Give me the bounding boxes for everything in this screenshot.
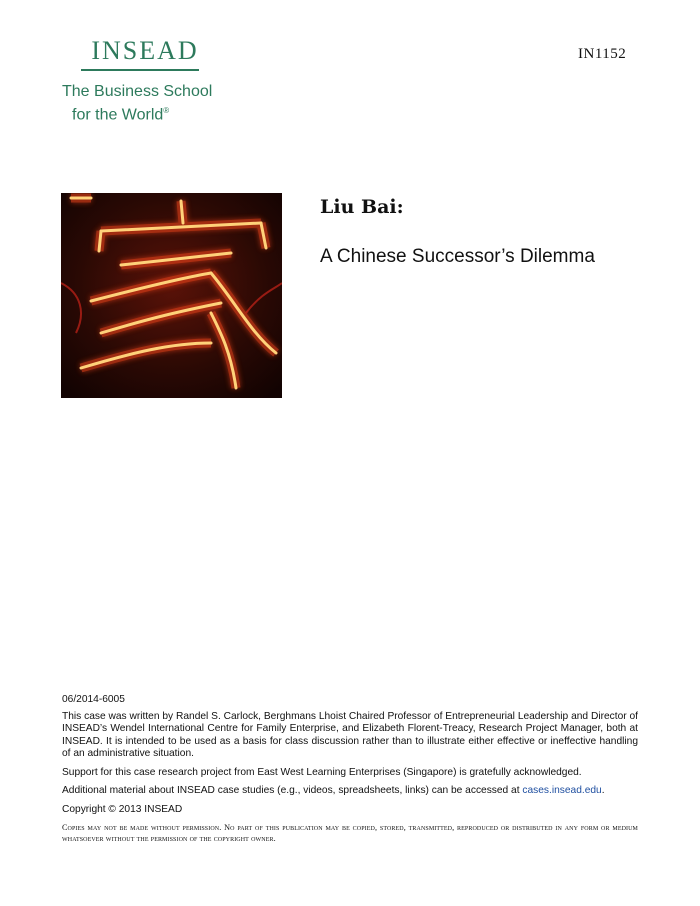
authorship-statement: This case was written by Randel S. Carlock, Berghmans Lhoist Chaired Professor of Entrepreneurial Leadership and Director of INSEAD’s Wendel International Centre for Family Enterprise, and Elizabeth Florent-Treacy, Research Project Manager, both at INSEAD. It is intended to be used as a basis for class discussion rather than to illustrate either effective or ineffective handling of an administrative situation. bbox=[62, 710, 638, 759]
support-acknowledgement: Support for this case research project from East West Learning Enterprises (Singapore) is gratefully acknowledged. bbox=[62, 766, 582, 778]
neon-image-svg bbox=[61, 193, 282, 398]
additional-material-note bbox=[62, 785, 638, 798]
additional-material-text: Additional material about INSEAD case studies (e.g., videos, spreadsheets, links) can be accessed at bbox=[62, 785, 520, 796]
case-subtitle: A Chinese Successor’s Dilemma bbox=[320, 246, 595, 267]
logo-tagline bbox=[62, 82, 222, 124]
copyright-notice: Copies may not be made without permission. No part of this publication may be copied, stored, transmitted, reproduced or distributed in any form or medium whatsoever without the permission of the copyright owner. bbox=[62, 823, 638, 843]
additional-material-suffix: . bbox=[601, 785, 605, 796]
document-id: 06/2014-6005 bbox=[62, 694, 125, 705]
case-footer bbox=[62, 694, 638, 850]
logo-tagline-text: for the World bbox=[72, 106, 164, 124]
copyright-line: Copyright © 2013 INSEAD bbox=[62, 803, 183, 815]
insead-logo bbox=[62, 38, 222, 124]
neon-chinese-character-image bbox=[61, 193, 282, 398]
registered-mark: ® bbox=[163, 106, 170, 115]
logo-rule bbox=[81, 69, 199, 71]
case-title: Liu Bai: bbox=[320, 196, 404, 218]
case-code: IN1152 bbox=[578, 46, 627, 62]
logo-tagline-line1: The Business School bbox=[62, 83, 213, 100]
logo-wordmark: INSEAD bbox=[91, 36, 199, 65]
logo-tagline-line2 bbox=[62, 101, 222, 124]
cases-link[interactable]: cases.insead.edu bbox=[522, 785, 602, 796]
